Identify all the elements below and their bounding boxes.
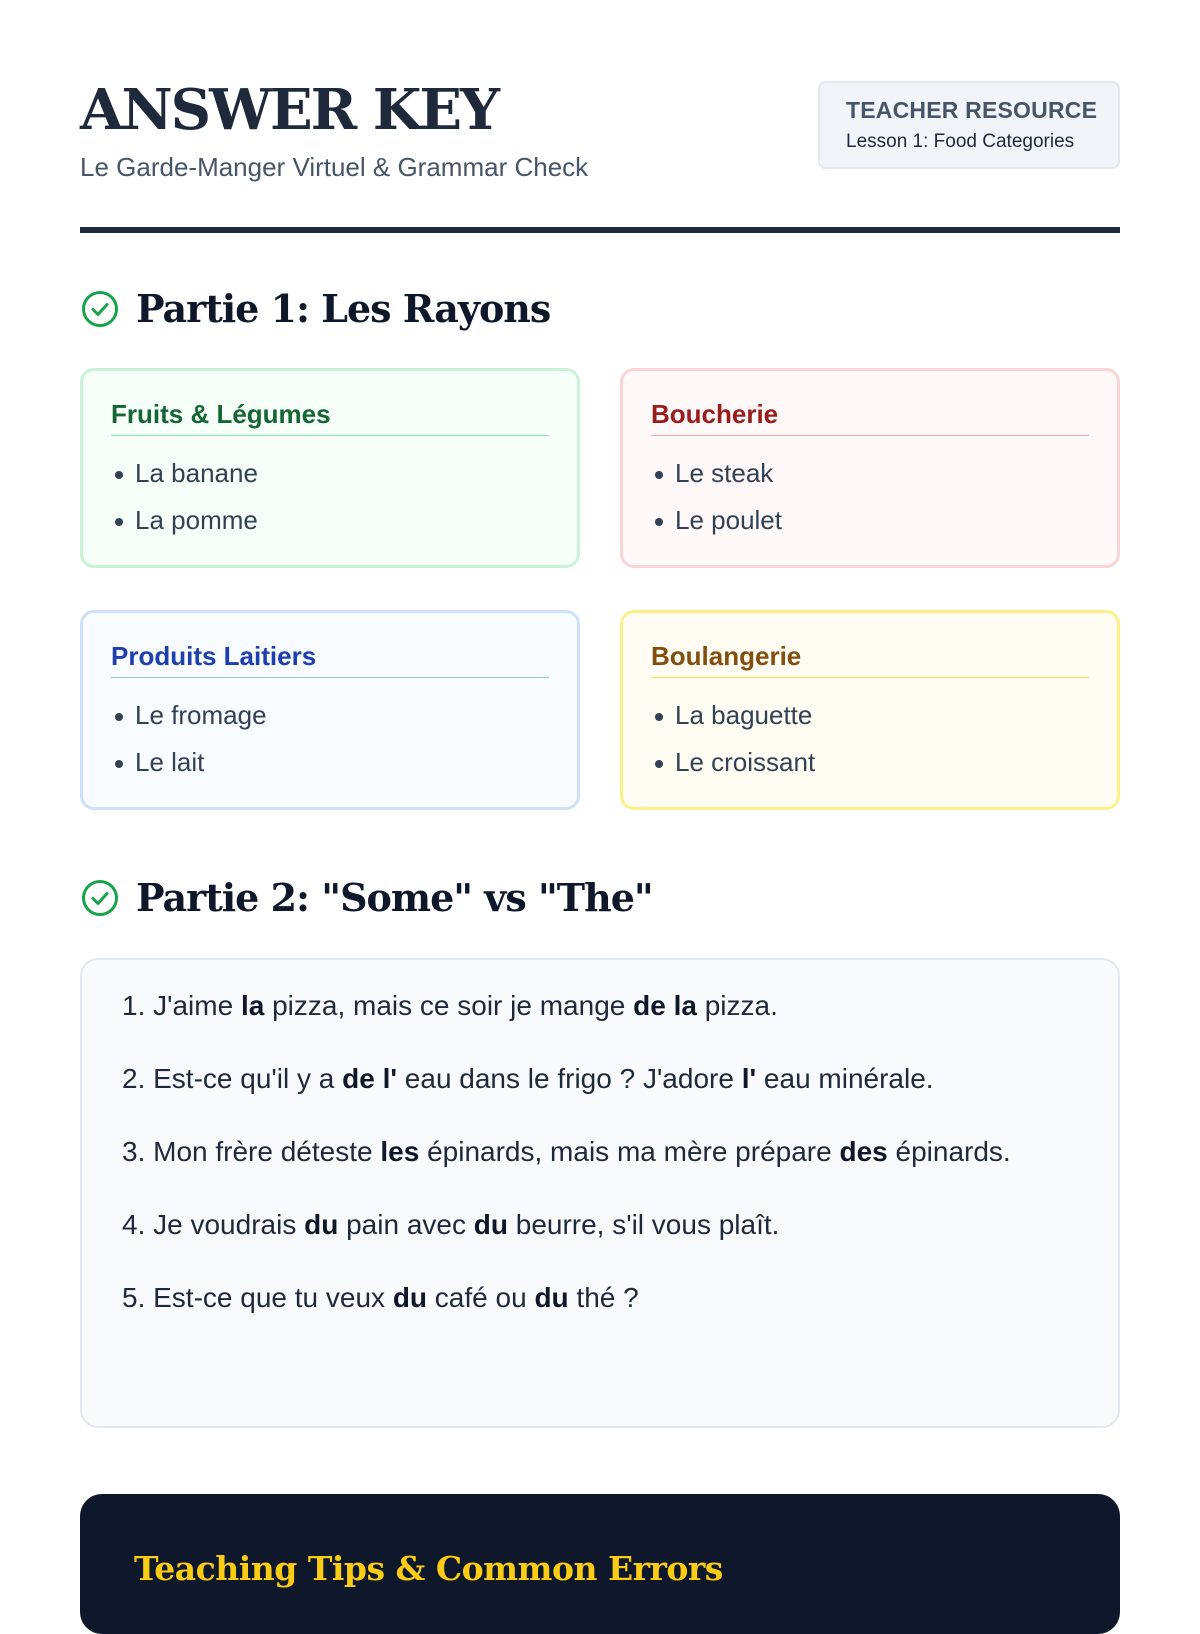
answer-highlight: du [392,1282,428,1313]
sentence-text: eau dans le frigo ? J'adore [397,1063,742,1094]
answer-highlight: de la [633,990,697,1021]
part1-heading [80,286,551,331]
header-divider [80,227,1120,233]
card-list [111,450,549,544]
sentence-text: pain avec [338,1209,474,1240]
card-boulangerie [620,610,1120,810]
sentence-list [122,982,1078,1321]
sentence-text: 5. Est-ce que tu veux [122,1282,393,1313]
teaching-tips-title: Teaching Tips & Common Errors [134,1549,723,1588]
check-circle-icon [80,878,120,918]
teacher-resource-badge [818,81,1120,169]
list-item [651,739,1089,786]
sentence-text: pizza, mais ce soir je mange [264,990,634,1021]
sentence-item [122,1128,1078,1175]
bullet-icon [115,713,123,721]
card-title: Produits Laitiers [111,643,549,678]
list-item [111,692,549,739]
page-subtitle: Le Garde-Manger Virtuel & Grammar Check [80,152,589,182]
resource-lesson: Lesson 1: Food Categories [846,131,1075,152]
sentence-text: épinards. [887,1136,1011,1167]
page-title: ANSWER KEY [80,77,499,143]
sentence-text: épinards, mais ma mère prépare [419,1136,840,1167]
card-list [651,692,1089,786]
answer-highlight: des [839,1136,888,1167]
list-item-text: La baguette [675,700,813,730]
sentence-item [122,1055,1078,1102]
card-list [111,692,549,786]
sentence-text: 1. J'aime [122,990,241,1021]
answer-highlight: les [380,1136,420,1167]
answer-highlight: du [534,1282,569,1313]
sentence-text: 3. Mon frère déteste [122,1136,381,1167]
sentence-text: pizza. [696,990,778,1021]
list-item [651,692,1089,739]
part1-title: Partie 1: Les Rayons [136,286,551,331]
answer-highlight: l' [741,1063,757,1094]
list-item [651,497,1089,544]
grammar-answers-box [80,958,1120,1428]
list-item-text: Le lait [135,747,205,777]
bullet-icon [655,471,663,479]
card-title: Boulangerie [651,643,1089,678]
card-title: Boucherie [651,401,1089,436]
sentence-text: thé ? [568,1282,639,1313]
check-circle-icon [80,289,120,329]
bullet-icon [655,713,663,721]
card-produits-laitiers [80,610,580,810]
list-item [651,450,1089,497]
header [80,0,1120,234]
answer-highlight: la [240,990,265,1021]
sentence-text: café ou [427,1282,535,1313]
answer-highlight: du [473,1209,508,1240]
list-item-text: Le steak [675,458,774,488]
sentence-item [122,1274,1078,1321]
card-boucherie [620,368,1120,568]
card-fruits-legumes [80,368,580,568]
sentence-text: beurre, s'il vous plaît. [507,1209,780,1240]
bullet-icon [115,471,123,479]
list-item [111,739,549,786]
sentence-text: 2. Est-ce qu'il y a [122,1063,343,1094]
part2-heading [80,875,653,920]
bullet-icon [115,518,123,526]
list-item [111,497,549,544]
teaching-tips-panel [80,1494,1120,1634]
list-item-text: Le croissant [675,747,816,777]
sentence-item [122,1201,1078,1248]
list-item [111,450,549,497]
list-item-text: La banane [135,458,258,488]
list-item-text: La pomme [135,505,258,535]
list-item-text: Le fromage [135,700,267,730]
resource-label: TEACHER RESOURCE [846,97,1098,123]
answer-highlight: du [304,1209,339,1240]
answer-key-page [80,0,1120,1588]
card-title: Fruits & Légumes [111,401,549,436]
sentence-text: eau minérale. [756,1063,934,1094]
bullet-icon [115,760,123,768]
sentence-item [122,982,1078,1029]
list-item-text: Le poulet [675,505,782,535]
bullet-icon [655,518,663,526]
sentence-text: 4. Je voudrais [122,1209,305,1240]
card-list [651,450,1089,544]
part2-title: Partie 2: "Some" vs "The" [136,875,653,920]
answer-highlight: de l' [342,1063,398,1094]
bullet-icon [655,760,663,768]
